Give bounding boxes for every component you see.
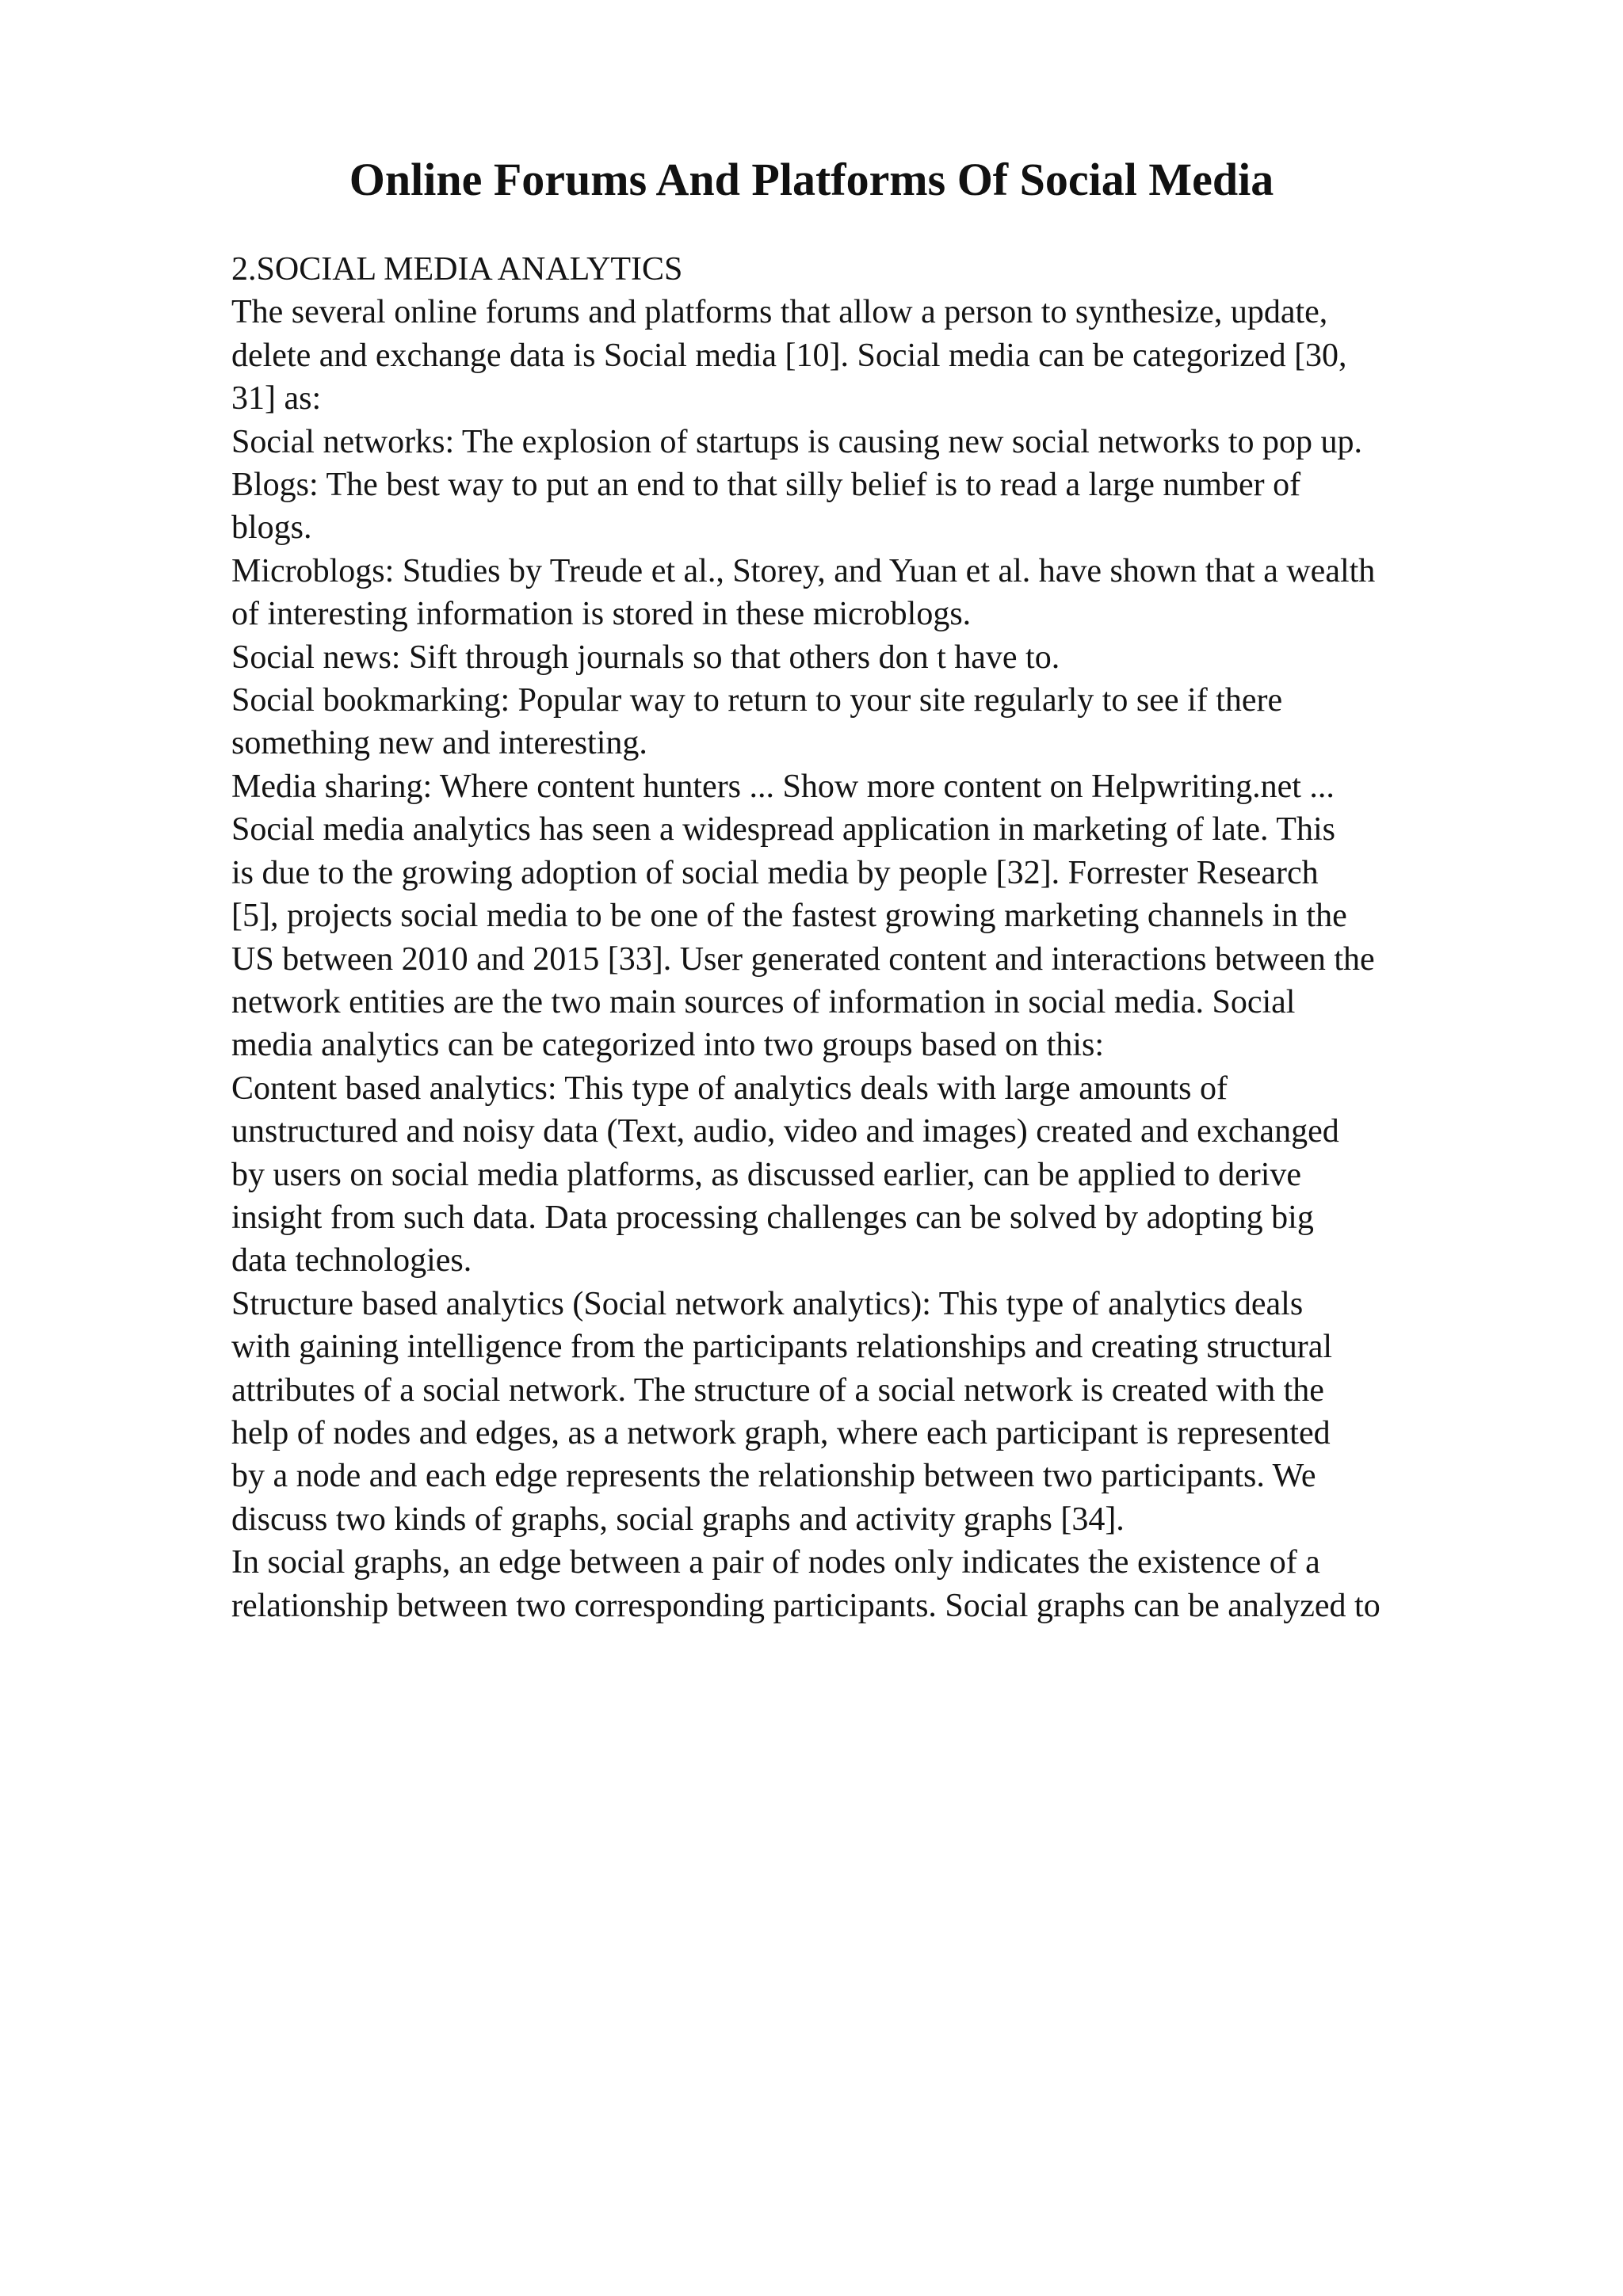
- document-body: [231, 248, 1563, 1627]
- text-line: something new and interesting.: [231, 725, 647, 762]
- text-line: relationship between two corresponding participants. Social graphs can be analyzed to: [231, 1587, 1381, 1624]
- text-line: discuss two kinds of graphs, social graphs and activity graphs [34].: [231, 1501, 1125, 1538]
- text-line: with gaining intelligence from the participants relationships and creating structural: [231, 1329, 1333, 1366]
- text-line: Social media analytics has seen a widespread application in marketing of late. This: [231, 811, 1335, 849]
- text-line: of interesting information is stored in these microblogs.: [231, 596, 972, 633]
- text-line: In social graphs, an edge between a pair of nodes only indicates the existence of a: [231, 1544, 1320, 1581]
- text-line: Media sharing: Where content hunters ... Show more content on Helpwriting.net ...: [231, 768, 1335, 805]
- text-line: unstructured and noisy data (Text, audio, video and images) created and exchanged: [231, 1113, 1339, 1150]
- text-line: by users on social media platforms, as discussed earlier, can be applied to derive: [231, 1156, 1302, 1193]
- text-line: help of nodes and edges, as a network graph, where each participant is represented: [231, 1414, 1331, 1451]
- text-line: network entities are the two main sources of information in social media. Social: [231, 983, 1296, 1020]
- text-line: media analytics can be categorized into two groups based on this:: [231, 1027, 1105, 1064]
- document-title: Online Forums And Platforms Of Social Media: [349, 154, 1274, 205]
- text-line: is due to the growing adoption of social media by people [32]. Forrester Research: [231, 854, 1319, 891]
- text-line: US between 2010 and 2015 [33]. User generated content and interactions between the: [231, 940, 1375, 978]
- section-heading: 2.SOCIAL MEDIA ANALYTICS: [231, 251, 683, 288]
- text-line: Social networks: The explosion of startups is causing new social networks to pop up.: [231, 423, 1363, 460]
- text-line: [5], projects social media to be one of the fastest growing marketing channels in the: [231, 898, 1347, 935]
- text-line: Social bookmarking: Popular way to return to your site regularly to see if there: [231, 682, 1283, 719]
- text-line: Microblogs: Studies by Treude et al., Storey, and Yuan et al. have shown that a wealth: [231, 552, 1376, 589]
- text-line: The several online forums and platforms that allow a person to synthesize, update,: [231, 294, 1328, 331]
- text-line: 31] as:: [231, 380, 322, 418]
- text-line: Content based analytics: This type of analytics deals with large amounts of: [231, 1070, 1228, 1107]
- text-line: blogs.: [231, 509, 312, 547]
- text-line: Blogs: The best way to put an end to that silly belief is to read a large number of: [231, 467, 1301, 504]
- text-line: by a node and each edge represents the relationship between two participants. We: [231, 1458, 1316, 1495]
- text-line: Social news: Sift through journals so that others don t have to.: [231, 639, 1060, 676]
- text-line: Structure based analytics (Social network analytics): This type of analytics deals: [231, 1285, 1304, 1322]
- text-line: data technologies.: [231, 1242, 472, 1280]
- text-line: delete and exchange data is Social media [10]. Social media can be categorized [30,: [231, 337, 1347, 374]
- text-line: insight from such data. Data processing challenges can be solved by adopting big: [231, 1199, 1314, 1236]
- text-line: attributes of a social network. The structure of a social network is created with the: [231, 1371, 1324, 1409]
